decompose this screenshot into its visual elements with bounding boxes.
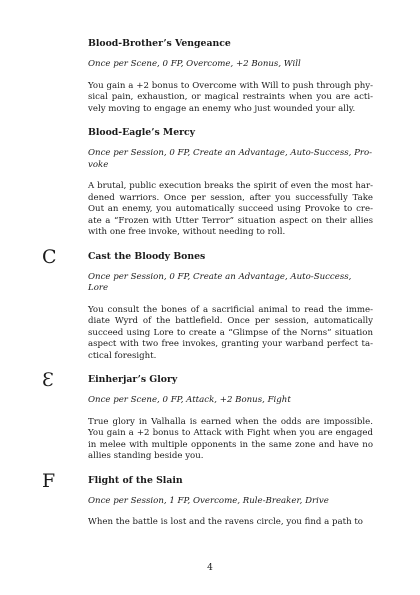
talent-title: Blood-Eagle’s Mercy (88, 127, 196, 138)
talent-entry-flight-of-the-slain (42, 469, 373, 529)
talent-description: You consult the bones of a sacrificial animal to read the immediate Wyrd of the battlefield. Once per session, automatically succeed using Lore to create a “Glimpse of the Norns” situation aspect with two free invokes, granting your warband perfect tactical foresight. (88, 304, 373, 361)
talent-title: Blood-Brother’s Vengeance (88, 38, 231, 49)
talent-description: You gain a +2 bonus to Overcome with Will to push through physical pain, exhaustion, or magical restraints when you are actively moving to engage an enemy who just wounded your ally. (88, 80, 373, 114)
talent-list (42, 38, 373, 541)
talent-meta: Once per Session, 1 FP, Overcome, Rule-Breaker, Drive (88, 495, 329, 506)
talent-entry-blood-eagles-mercy (88, 127, 373, 239)
talent-title: Einherjar’s Glory (88, 374, 178, 385)
talent-title: Flight of the Slain (88, 474, 183, 486)
talent-entry-einherjars-glory (42, 369, 373, 463)
section-letter-c: C (42, 245, 57, 268)
talent-meta: Once per Session, 0 FP, Create an Advantage, Auto-Success, Lore (88, 271, 352, 293)
talent-entry-cast-the-bloody-bones (42, 245, 373, 363)
talent-meta: Once per Scene, 0 FP, Overcome, +2 Bonus, Will (88, 59, 301, 69)
section-letter-e: Ɛ (42, 369, 54, 391)
talent-entry-blood-brothers-vengeance (88, 38, 373, 115)
talent-description: When the battle is lost and the ravens circle, you find a path to (88, 517, 363, 527)
section-letter-f: F (42, 469, 56, 492)
talent-meta: Once per Scene, 0 FP, Attack, +2 Bonus, Fight (88, 395, 291, 405)
talent-meta: Once per Session, 0 FP, Create an Advantage, Auto-Success, Provoke (88, 148, 373, 170)
talent-title: Cast the Bloody Bones (88, 250, 206, 262)
talent-description: True glory in Valhalla is earned when the odds are impossible. You gain a +2 bonus to Attack with Fight when you are engaged in melee with multiple opponents in the same zone and have no allies standing beside you. (88, 416, 373, 461)
talent-description: A brutal, public execution breaks the spirit of even the most hardened warriors. Once per session, after you successfully Take Out an enemy, you automatically succeed using Provoke to create a “Frozen with Utter Terror” situation aspect on their allies with one free invoke, without needing to roll. (88, 181, 373, 237)
page-number: 4 (207, 563, 213, 573)
